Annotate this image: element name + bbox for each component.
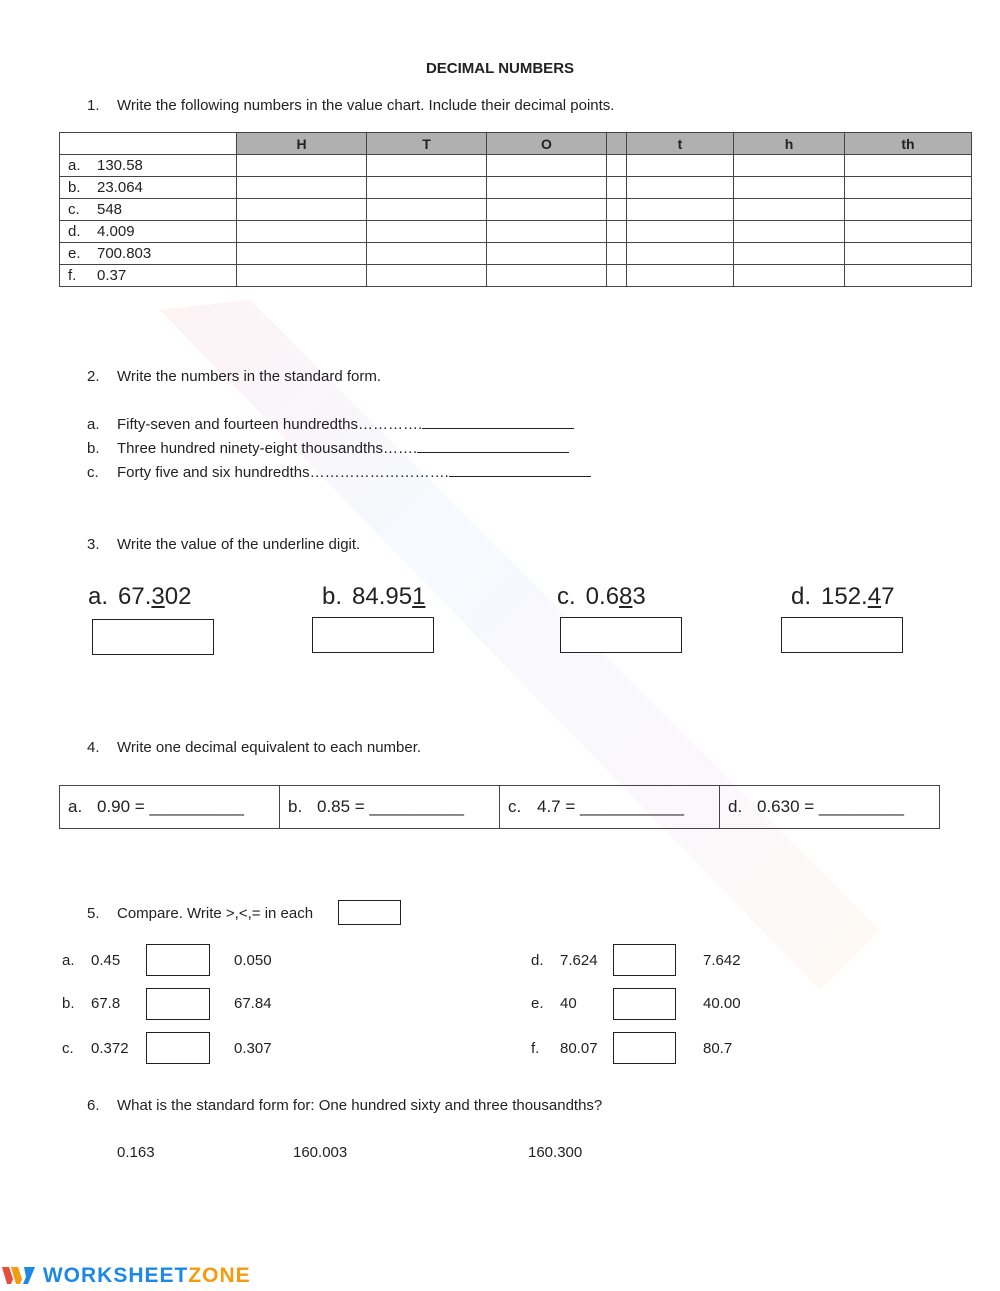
q3-item-b [322,583,425,611]
cell-input[interactable] [845,177,972,199]
cell-input[interactable] [487,243,607,265]
cell-input[interactable] [487,221,607,243]
cell-input[interactable] [607,199,627,221]
item-letter: c. [557,583,576,610]
answer-line[interactable] [417,438,569,453]
underlined-digit: 4 [867,583,882,610]
number-part: 67. [118,583,152,610]
right-value: 0.307 [234,1040,272,1057]
right-value: 40.00 [703,995,741,1012]
underlined-digit: 3 [151,583,165,610]
logo-text-zone: ZONE [188,1264,251,1287]
item-text: 4.7 = ___________ [537,797,685,816]
number-part: 3 [632,583,646,610]
question-5 [87,905,313,922]
item-text: Forty five and six hundredths………………………. [117,464,449,481]
number-part: 152. [821,583,868,610]
row-letter: e. [68,245,81,262]
cell-input[interactable] [607,155,627,177]
question-number: 2. [87,368,100,385]
right-value: 7.642 [703,952,741,969]
question-number: 3. [87,536,100,553]
item-letter: b. [62,995,75,1012]
left-value: 0.45 [91,952,121,969]
row-letter: a. [68,157,81,174]
cell-input[interactable] [487,155,607,177]
cell-input[interactable] [367,155,487,177]
cell-input[interactable] [734,221,845,243]
question-text: Write the following numbers in the value chart. Include their decimal points. [117,97,615,114]
question-number: 4. [87,739,100,756]
number-part: 7 [881,583,895,610]
table-row [60,265,972,287]
w-logo-icon [2,1265,36,1285]
right-value: 80.7 [703,1040,733,1057]
cell-input[interactable] [734,155,845,177]
item-letter: b. [288,797,303,816]
cell-input[interactable] [734,177,845,199]
number-part: 02 [164,583,192,610]
cell-input[interactable] [845,155,972,177]
question-text: Write the numbers in the standard form. [117,368,382,385]
equivalent-table [59,785,940,829]
underlined-digit: 1 [412,583,426,610]
equivalent-cell[interactable] [500,786,720,829]
number-part: 84.95 [352,583,413,610]
answer-line[interactable] [422,414,574,429]
item-text: 0.630 = _________ [757,797,905,816]
table-row [60,221,972,243]
table-row [60,243,972,265]
q2-item-a [87,414,574,433]
cell-input[interactable] [627,155,734,177]
item-letter: c. [62,1040,74,1057]
q3-item-a [88,583,191,611]
table-row [60,177,972,199]
item-text: Fifty-seven and fourteen hundredths…………. [117,416,423,433]
compare-item-e [531,995,577,1012]
item-letter: a. [62,952,75,969]
question-text: What is the standard form for: One hundred sixty and three thousandths? [117,1097,603,1114]
q2-item-c [87,462,591,481]
cell-input[interactable] [367,265,487,287]
cell-input[interactable] [845,243,972,265]
item-letter: c. [87,464,99,481]
compare-box[interactable] [613,988,676,1020]
item-letter: d. [531,952,544,969]
cell-input[interactable] [487,199,607,221]
table-row [60,199,972,221]
worksheetzone-logo [2,1264,251,1288]
item-letter: d. [791,583,812,610]
item-letter: a. [68,797,83,816]
question-4 [87,739,421,756]
item-text: 0.90 = __________ [97,797,245,816]
right-value: 67.84 [234,995,272,1012]
row-value: 4.009 [97,223,135,240]
cell-input[interactable] [367,199,487,221]
cell-input[interactable] [487,177,607,199]
cell-input[interactable] [237,199,367,221]
left-value: 67.8 [91,995,121,1012]
question-1 [87,97,614,114]
value-chart [59,132,972,287]
row-letter: c. [68,201,80,218]
cell-input[interactable] [367,177,487,199]
cell-input[interactable] [367,243,487,265]
row-value: 700.803 [97,245,152,262]
compare-item-d [531,952,598,969]
question-6 [87,1097,602,1114]
compare-box[interactable] [146,988,210,1020]
answer-line[interactable] [449,462,591,477]
item-letter: c. [508,797,522,816]
compare-box[interactable] [146,944,210,976]
answer-box[interactable] [312,617,434,653]
cell-input[interactable] [627,243,734,265]
option-2[interactable]: 160.003 [293,1144,348,1161]
cell-input[interactable] [237,177,367,199]
table-row [60,155,972,177]
cell-input[interactable] [487,265,607,287]
cell-input[interactable] [734,243,845,265]
item-letter: d. [728,797,743,816]
header-hundreds: H [237,133,367,155]
item-letter: a. [88,583,109,610]
cell-input[interactable] [367,221,487,243]
header-tenths: t [627,133,734,155]
cell-input[interactable] [607,177,627,199]
compare-item-c [62,1040,129,1057]
header-blank [60,133,237,155]
cell-input[interactable] [607,243,627,265]
question-text: Write one decimal equivalent to each number. [117,739,422,756]
question-text: Write the value of the underline digit. [117,536,361,553]
item-text: Three hundred ninety-eight thousandths……. [117,440,418,457]
compare-item-b [62,995,120,1012]
question-number: 5. [87,905,100,922]
cell-input[interactable] [237,221,367,243]
compare-box[interactable] [613,1032,676,1064]
equivalent-cell[interactable] [60,786,280,829]
cell-input[interactable] [845,199,972,221]
compare-item-a [62,952,120,969]
underlined-digit: 8 [619,583,633,610]
cell-input[interactable] [845,221,972,243]
page-title: DECIMAL NUMBERS [425,60,575,77]
cell-input[interactable] [237,243,367,265]
compare-box[interactable] [146,1032,210,1064]
option-3[interactable]: 160.300 [528,1144,583,1161]
cell-input[interactable] [237,155,367,177]
item-text: 0.85 = __________ [317,797,465,816]
row-letter: f. [68,267,77,284]
question-2 [87,368,381,385]
cell-input[interactable] [627,221,734,243]
header-ones: O [487,133,607,155]
right-value: 0.050 [234,952,272,969]
question-text: Compare. Write >,<,= in each [117,905,314,922]
item-letter: a. [87,416,100,433]
left-value: 0.372 [91,1040,129,1057]
item-letter: f. [531,1040,540,1057]
cell-input[interactable] [607,265,627,287]
header-tens: T [367,133,487,155]
cell-input[interactable] [845,265,972,287]
q3-item-d [791,583,894,611]
equivalent-cell[interactable] [720,786,940,829]
left-value: 7.624 [560,952,598,969]
answer-box[interactable] [781,617,903,653]
item-letter: e. [531,995,544,1012]
q2-item-b [87,438,569,457]
question-number: 6. [87,1097,100,1114]
cell-input[interactable] [627,177,734,199]
header-thousandths: th [845,133,972,155]
row-value: 23.064 [97,179,143,196]
question-3 [87,536,360,553]
answer-box[interactable] [560,617,682,653]
example-box [338,900,401,925]
row-value: 0.37 [97,267,127,284]
item-letter: b. [322,583,343,610]
header-hundredths: h [734,133,845,155]
row-letter: d. [68,223,81,240]
cell-input[interactable] [627,199,734,221]
cell-input[interactable] [607,221,627,243]
row-letter: b. [68,179,81,196]
compare-box[interactable] [613,944,676,976]
logo-text-worksheet: WORKSHEET [42,1264,189,1287]
number-part: 0.6 [585,583,620,610]
header-decimal-point [607,133,627,155]
left-value: 80.07 [560,1040,598,1057]
cell-input[interactable] [734,265,845,287]
option-1[interactable]: 0.163 [117,1144,155,1161]
left-value: 40 [560,995,577,1012]
cell-input[interactable] [237,265,367,287]
row-value: 548 [97,201,123,218]
row-value: 130.58 [97,157,143,174]
equivalent-cell[interactable] [280,786,500,829]
cell-input[interactable] [734,199,845,221]
cell-input[interactable] [627,265,734,287]
question-number: 1. [87,97,100,114]
item-letter: b. [87,440,100,457]
q3-item-c [557,583,646,611]
compare-item-f [531,1040,598,1057]
answer-box[interactable] [92,619,214,655]
